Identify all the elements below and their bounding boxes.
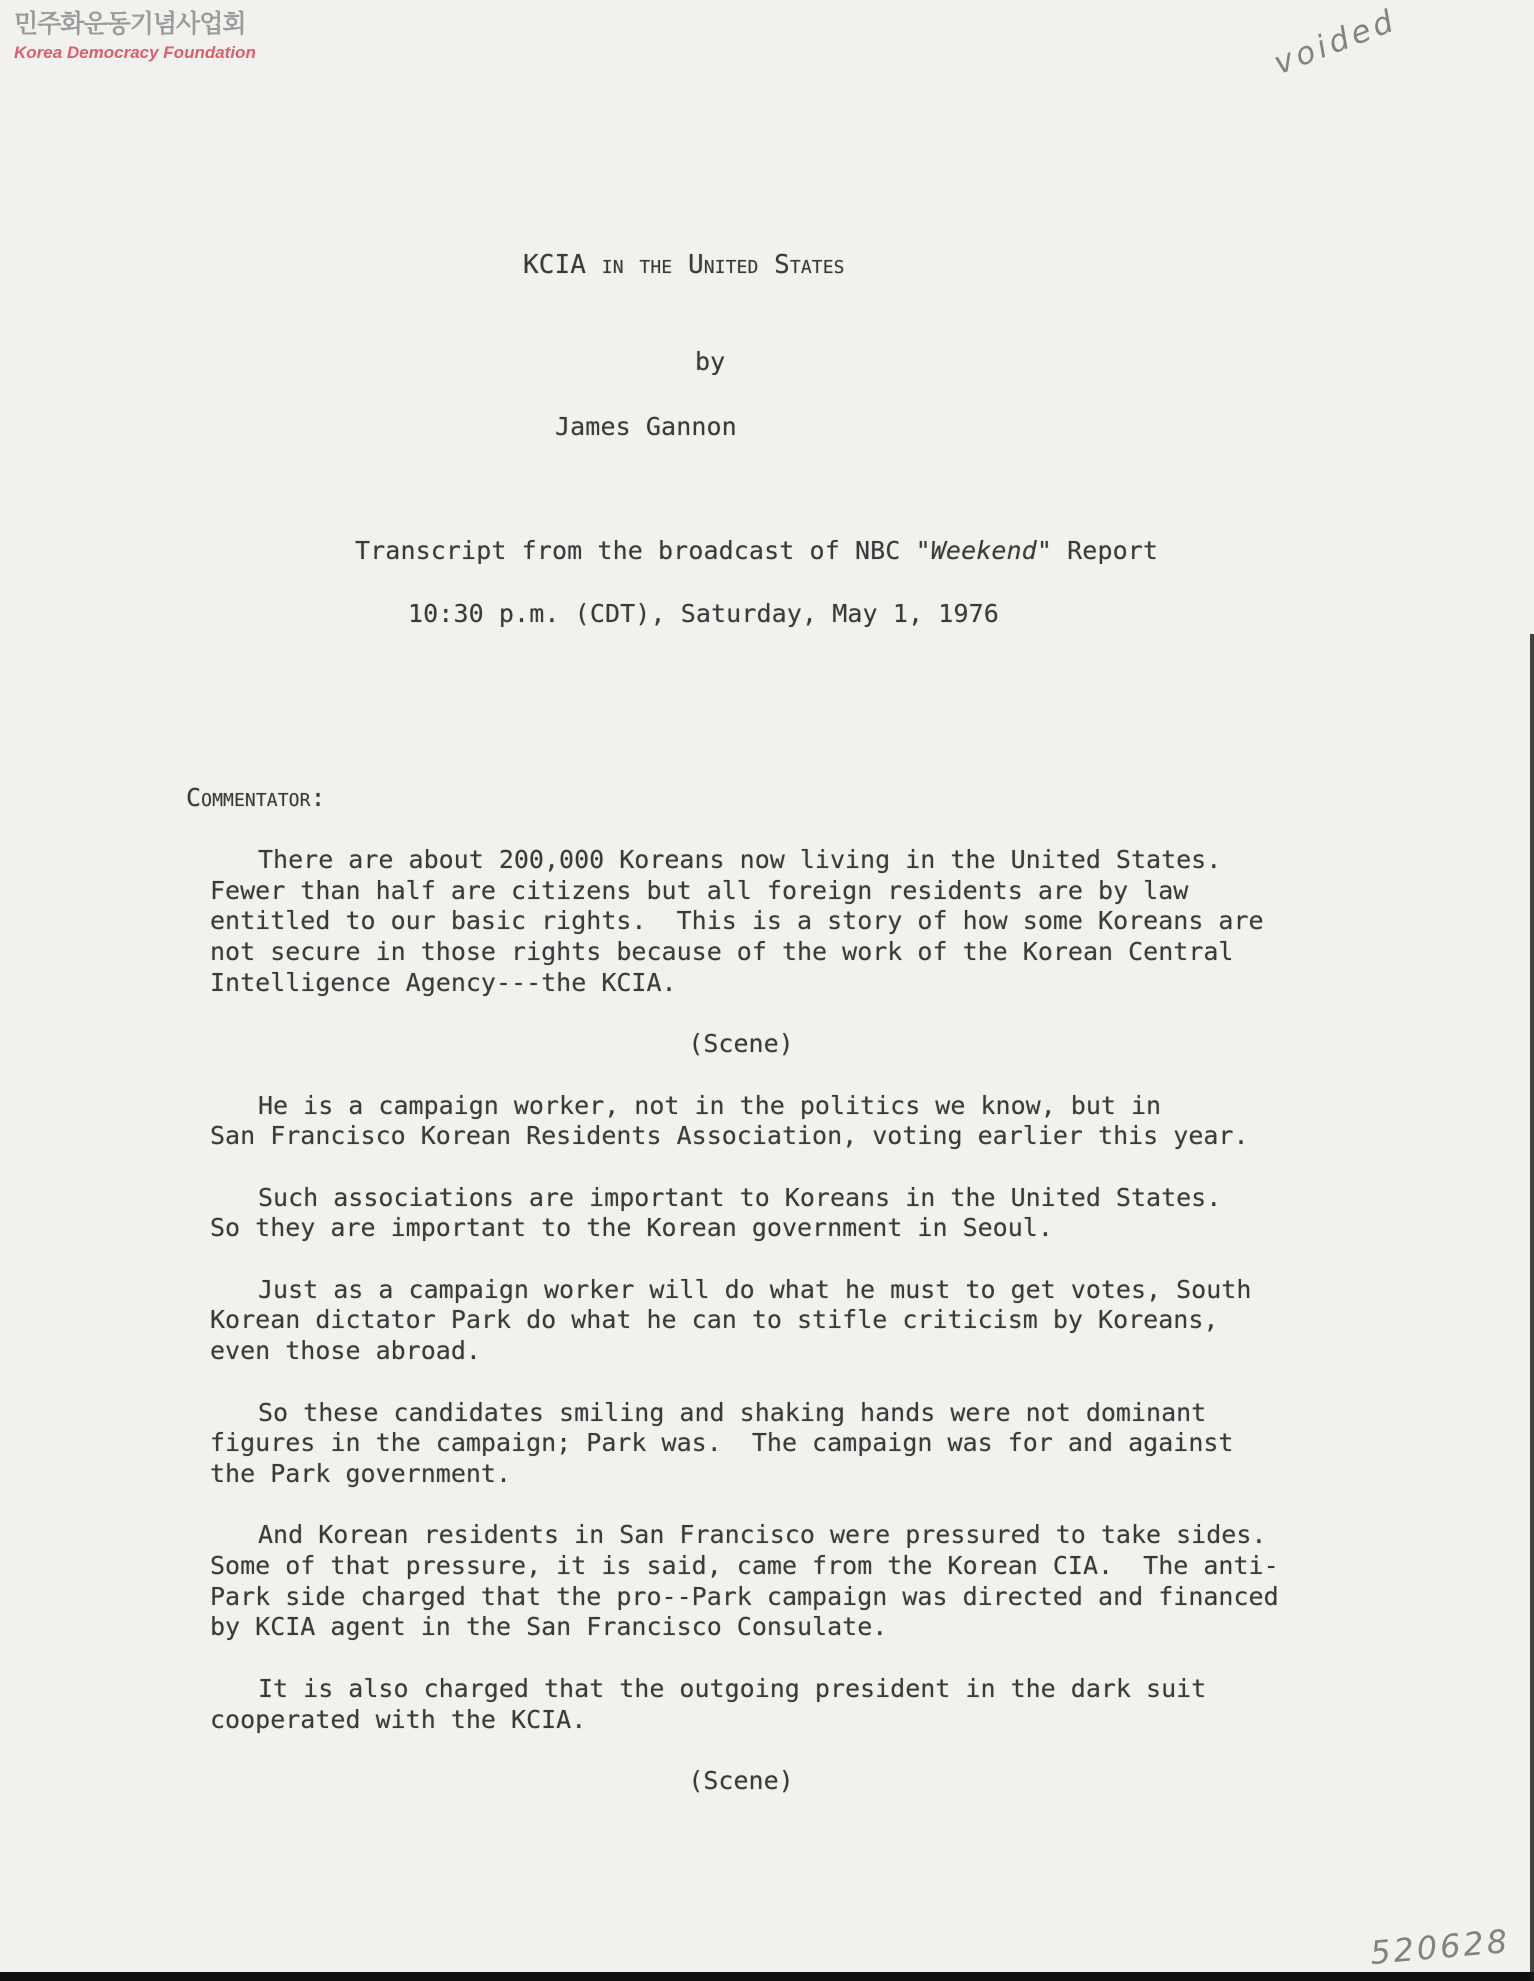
transcript-paragraph (210, 1520, 1350, 1643)
transcript-paragraph (210, 1091, 1350, 1152)
transcript-line: Just as a campaign worker will do what he must to get votes, South (258, 1274, 1252, 1304)
transcript-paragraph (210, 1398, 1350, 1490)
transcript-line: Intelligence Agency---the KCIA. (210, 967, 677, 997)
broadcast-datetime: 10:30 p.m. (CDT), Saturday, May 1, 1976 (408, 599, 999, 628)
transcript-line: Fewer than half are citizens but all foreign residents are by law (210, 875, 1189, 905)
transcript-line: cooperated with the KCIA. (210, 1704, 587, 1734)
transcript-line: entitled to our basic rights. This is a story of how some Koreans are (210, 906, 1264, 936)
scene-marker: (Scene) (688, 1765, 794, 1795)
scene-marker: (Scene) (688, 1029, 794, 1059)
transcript-line: Some of that pressure, it is said, came from the Korean CIA. The anti- (210, 1551, 1279, 1581)
transcript-line: Park side charged that the pro--Park campaign was directed and financed (210, 1581, 1279, 1611)
speaker-label: Commentator: (186, 783, 326, 812)
broadcast-source-prefix: Transcript from the broadcast of NBC (355, 536, 916, 565)
handwritten-voided-note: voided (1269, 2, 1402, 82)
transcript-paragraph (210, 1674, 1350, 1735)
byline-label: by (695, 347, 726, 376)
foundation-logo-korean-text: 민주화운동기념사업회 (14, 9, 246, 38)
foundation-logo (14, 8, 256, 63)
transcript-paragraph (210, 1183, 1350, 1244)
transcript-body (210, 845, 1350, 1827)
broadcast-program-name: "Weekend" (915, 536, 1052, 565)
broadcast-source-line (355, 536, 1158, 567)
transcript-line: not secure in those rights because of the work of the Korean Central (210, 937, 1234, 967)
transcript-line: And Korean residents in San Francisco were pressured to take sides. (258, 1520, 1267, 1550)
transcript-line: even those abroad. (210, 1336, 481, 1366)
transcript-line: the Park government. (210, 1458, 512, 1488)
transcript-line: Korean dictator Park do what he can to stifle criticism by Koreans, (210, 1305, 1219, 1335)
transcript-line: San Francisco Korean Residents Association, voting earlier this year. (210, 1121, 1249, 1151)
transcript-line: So these candidates smiling and shaking hands were not dominant (258, 1397, 1207, 1427)
scan-edge-bottom (0, 1972, 1534, 1981)
transcript-line: It is also charged that the outgoing president in the dark suit (258, 1673, 1207, 1703)
transcript-paragraph (210, 845, 1350, 999)
transcript-line: He is a campaign worker, not in the politics we know, but in (258, 1090, 1162, 1120)
scan-edge-right (1530, 634, 1534, 1981)
broadcast-source-suffix: Report (1051, 536, 1159, 565)
document-title: KCIA in the United States (523, 250, 845, 280)
foundation-logo-english-text: Korea Democracy Foundation (14, 42, 256, 62)
transcript-line: There are about 200,000 Koreans now living in the United States. (258, 845, 1222, 874)
transcript-line: So they are important to the Korean government in Seoul. (210, 1213, 1053, 1243)
author-name: James Gannon (555, 412, 737, 441)
transcript-line: by KCIA agent in the San Francisco Consulate. (210, 1612, 888, 1642)
handwritten-document-number: 520628 (1368, 1921, 1512, 1973)
transcript-line: Such associations are important to Koreans in the United States. (258, 1182, 1222, 1212)
transcript-line: figures in the campaign; Park was. The campaign was for and against (210, 1428, 1234, 1458)
transcript-paragraph (210, 1275, 1350, 1367)
